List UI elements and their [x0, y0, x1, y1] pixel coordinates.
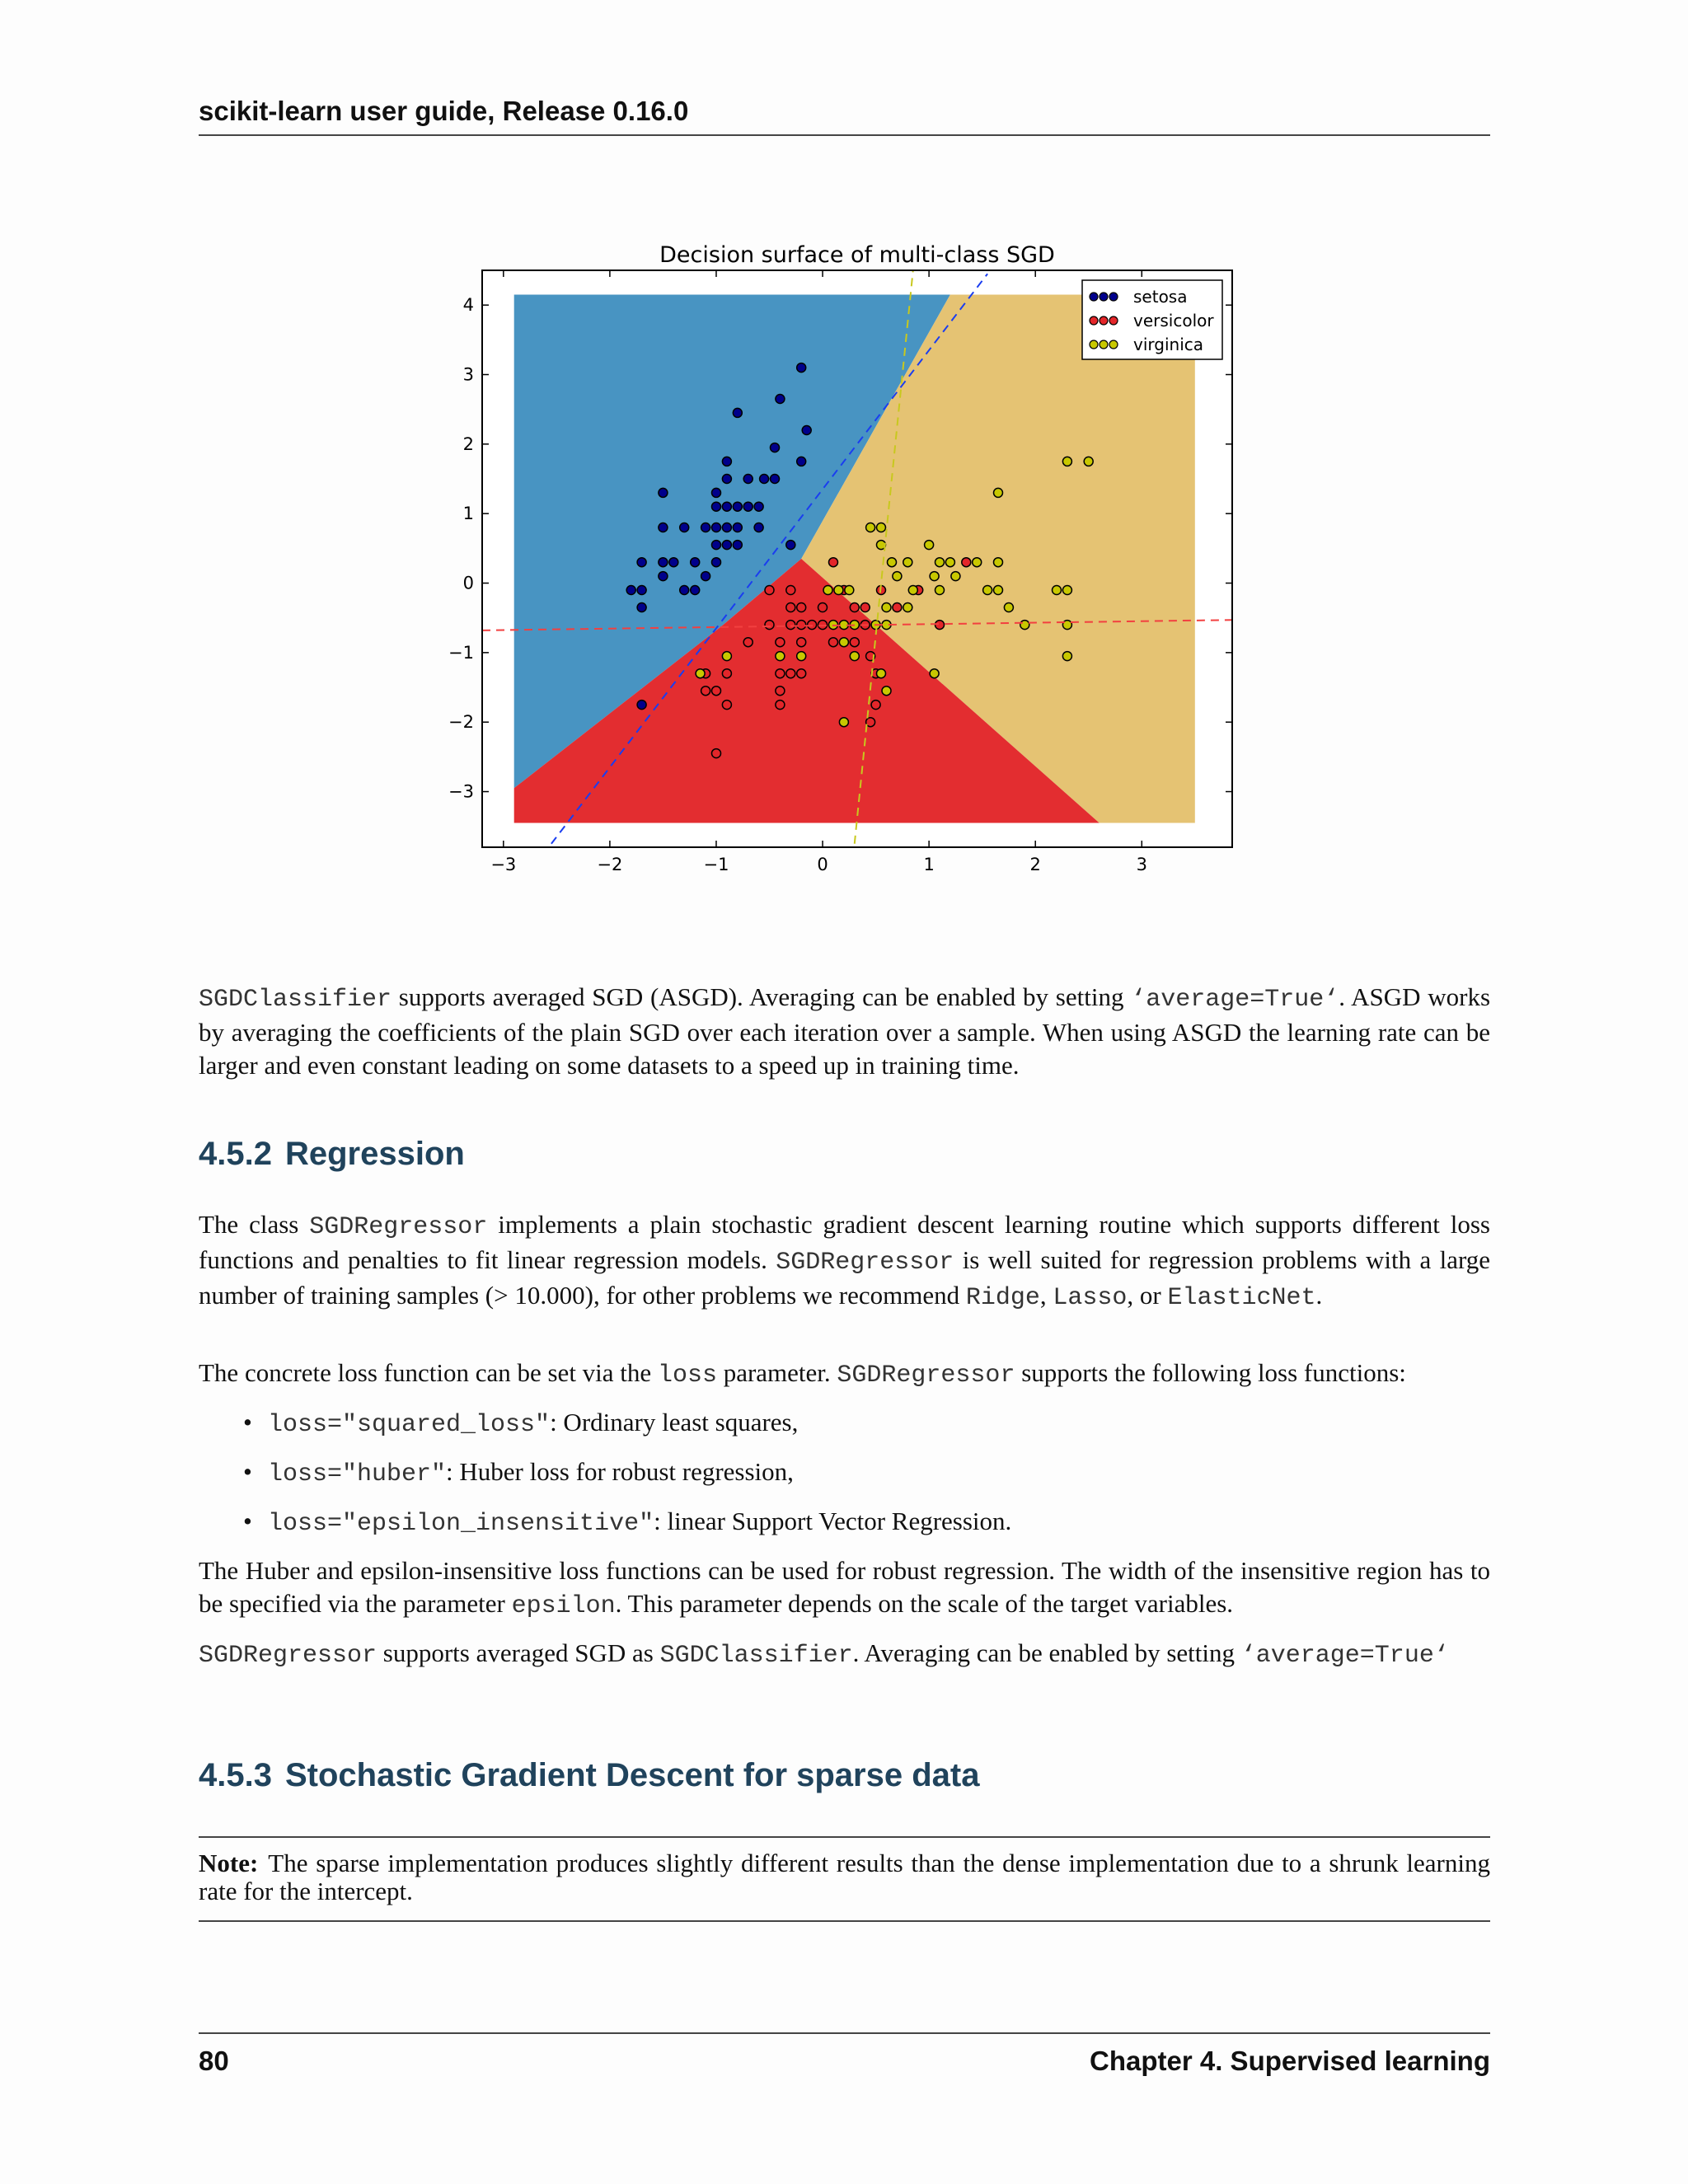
point-setosa: [691, 586, 700, 595]
point-versicolor: [860, 603, 870, 612]
point-versicolor: [776, 701, 785, 710]
legend-marker-virginica: [1090, 340, 1098, 349]
point-versicolor: [893, 603, 902, 612]
point-versicolor: [962, 558, 971, 567]
point-setosa: [691, 558, 700, 567]
point-virginica: [1020, 621, 1029, 630]
section-number: 4.5.3: [199, 1757, 272, 1793]
point-versicolor: [818, 603, 828, 612]
point-setosa: [637, 701, 646, 710]
point-versicolor: [797, 638, 806, 647]
point-versicolor: [712, 687, 721, 696]
y-tick-label: 4: [462, 295, 474, 316]
point-setosa: [754, 523, 763, 532]
point-virginica: [839, 718, 848, 727]
point-virginica: [834, 586, 843, 595]
point-virginica: [945, 558, 954, 567]
point-setosa: [797, 457, 806, 466]
point-virginica: [1084, 457, 1093, 466]
point-virginica: [994, 488, 1003, 497]
point-setosa: [659, 488, 668, 497]
code-elasticnet: ElasticNet: [1167, 1284, 1316, 1312]
point-setosa: [712, 523, 721, 532]
regression-paragraph-2: [199, 1357, 1490, 1392]
legend-marker-setosa: [1100, 293, 1108, 301]
page-number: 80: [199, 2046, 229, 2076]
point-setosa: [669, 558, 678, 567]
point-setosa: [743, 502, 753, 511]
list-item-text: : Ordinary least squares,: [550, 1408, 799, 1436]
list-item-text: : Huber loss for robust regression,: [446, 1457, 794, 1486]
point-setosa: [701, 523, 710, 532]
decision-surface-chart: [433, 231, 1257, 882]
text-span: supports averaged SGD as: [377, 1638, 660, 1667]
text-span: The concrete loss function can be set via the: [199, 1358, 658, 1387]
point-setosa: [659, 558, 668, 567]
regression-paragraph-1: [199, 1208, 1490, 1315]
chart-title: Decision surface of multi-class SGD: [659, 242, 1055, 268]
point-setosa: [637, 558, 646, 567]
x-tick-label: 1: [923, 855, 935, 874]
point-versicolor: [743, 638, 753, 647]
regression-paragraph-4: [199, 1637, 1490, 1672]
point-virginica: [1062, 586, 1071, 595]
text-span: parameter.: [716, 1358, 837, 1387]
point-setosa: [733, 502, 742, 511]
text-span: implements a plain stochastic gradient descent learning routine which supports different loss functions and penalties to fit linear regression models.: [199, 1210, 1490, 1274]
code-sgdregressor: SGDRegressor: [199, 1642, 377, 1670]
list-item: [243, 1505, 1479, 1554]
point-versicolor: [797, 603, 806, 612]
point-setosa: [722, 502, 731, 511]
point-virginica: [935, 586, 945, 595]
text-span: . Averaging can be enabled by setting: [852, 1638, 1241, 1667]
list-item-text: : linear Support Vector Regression.: [654, 1507, 1012, 1535]
code-sgdregressor: SGDRegressor: [776, 1249, 954, 1277]
point-setosa: [786, 541, 795, 550]
point-setosa: [712, 541, 721, 550]
code-sgdclassifier: SGDClassifier: [199, 986, 392, 1014]
section-title: Regression: [284, 1136, 465, 1172]
legend-marker-setosa: [1109, 293, 1118, 301]
point-virginica: [850, 652, 859, 661]
y-tick-label: 0: [462, 573, 474, 593]
x-tick-label: −3: [490, 855, 517, 874]
point-setosa: [754, 502, 763, 511]
point-setosa: [712, 558, 721, 567]
x-tick-label: 0: [817, 855, 828, 874]
point-setosa: [712, 488, 721, 497]
point-setosa: [637, 603, 646, 612]
point-versicolor: [829, 638, 838, 647]
list-item: [243, 1455, 1479, 1505]
point-virginica: [882, 603, 891, 612]
point-versicolor: [871, 701, 880, 710]
code-sgdclassifier: SGDClassifier: [659, 1642, 853, 1670]
point-virginica: [925, 541, 934, 550]
point-setosa: [722, 457, 731, 466]
point-virginica: [893, 572, 902, 581]
regression-paragraph-3: [199, 1554, 1490, 1623]
x-tick-label: 3: [1136, 855, 1147, 874]
legend-marker-versicolor: [1109, 316, 1118, 325]
text-span: supports averaged SGD (ASGD). Averaging can be enabled by setting: [392, 982, 1132, 1011]
code-ridge: Ridge: [965, 1284, 1040, 1312]
point-setosa: [680, 586, 689, 595]
bullet-icon: •: [243, 1507, 252, 1535]
text-span: supports the following loss functions:: [1015, 1358, 1406, 1387]
text-span: is well suited for regression problems with a large number of training samples (> 10.000), for other problems we recommend: [199, 1245, 1490, 1310]
point-virginica: [908, 586, 917, 595]
loss-function-list: [243, 1406, 1479, 1554]
point-virginica: [903, 558, 912, 567]
point-virginica: [1004, 603, 1013, 612]
point-virginica: [882, 687, 891, 696]
point-setosa: [771, 443, 780, 452]
bullet-icon: •: [243, 1457, 252, 1486]
y-tick-label: 3: [462, 364, 474, 385]
code-loss-value: loss="squared_loss": [268, 1411, 551, 1439]
point-virginica: [888, 558, 897, 567]
legend-label-setosa: setosa: [1133, 287, 1188, 307]
section-title: Stochastic Gradient Descent for sparse data: [284, 1757, 980, 1793]
point-versicolor: [850, 638, 859, 647]
point-setosa: [743, 475, 753, 484]
point-setosa: [776, 395, 785, 404]
note-text: The sparse implementation produces slightly different results than the dense implementation due to a shrunk learning rate for the intercept.: [199, 1849, 1490, 1905]
point-setosa: [760, 475, 769, 484]
point-virginica: [935, 558, 945, 567]
point-virginica: [1062, 457, 1071, 466]
text-span: The class: [199, 1210, 310, 1239]
point-versicolor: [850, 603, 859, 612]
point-setosa: [626, 586, 635, 595]
point-setosa: [733, 408, 742, 417]
point-setosa: [712, 502, 721, 511]
point-setosa: [659, 572, 668, 581]
point-versicolor: [765, 621, 774, 630]
section-heading-sparse: [199, 1757, 979, 1794]
point-virginica: [983, 586, 992, 595]
point-versicolor: [786, 603, 795, 612]
point-virginica: [877, 669, 886, 678]
running-header: scikit-learn user guide, Release 0.16.0: [199, 95, 1490, 136]
point-versicolor: [776, 687, 785, 696]
point-versicolor: [722, 669, 731, 678]
point-setosa: [771, 475, 780, 484]
text-span: .: [1315, 1281, 1323, 1310]
point-virginica: [797, 652, 806, 661]
point-virginica: [930, 572, 939, 581]
point-virginica: [877, 523, 886, 532]
text-span: . ASGD works by averaging the coefficients of the plain SGD over each iteration over a sample. When using ASGD the learning rate can be larger and even constant leading on some datasets to a speed up in training time.: [199, 982, 1491, 1080]
point-setosa: [722, 541, 731, 550]
code-average-true: ‘average=True‘: [1131, 986, 1339, 1014]
point-versicolor: [786, 621, 795, 630]
asgd-paragraph: [199, 981, 1490, 1082]
code-lasso: Lasso: [1053, 1284, 1128, 1312]
point-versicolor: [797, 621, 806, 630]
text-span: , or: [1127, 1281, 1168, 1310]
code-loss-value: loss="epsilon_insensitive": [268, 1510, 654, 1538]
note-box: [199, 1836, 1490, 1922]
note-label: Note:: [199, 1849, 259, 1877]
point-setosa: [802, 426, 811, 435]
point-virginica: [973, 558, 982, 567]
code-epsilon: epsilon: [511, 1592, 616, 1620]
point-virginica: [823, 586, 832, 595]
point-setosa: [733, 541, 742, 550]
point-virginica: [845, 586, 854, 595]
y-tick-label: −1: [448, 642, 474, 663]
legend-marker-virginica: [1109, 340, 1118, 349]
chapter-title: Chapter 4. Supervised learning: [1090, 2046, 1490, 2076]
point-setosa: [722, 523, 731, 532]
point-versicolor: [786, 669, 795, 678]
point-setosa: [680, 523, 689, 532]
section-number: 4.5.2: [199, 1136, 272, 1172]
point-virginica: [696, 669, 705, 678]
x-tick-label: 2: [1029, 855, 1041, 874]
decision-surface-figure: [433, 231, 1257, 882]
point-setosa: [733, 523, 742, 532]
point-versicolor: [712, 749, 721, 758]
point-versicolor: [765, 586, 774, 595]
bullet-icon: •: [243, 1408, 252, 1436]
point-setosa: [659, 523, 668, 532]
point-virginica: [1053, 586, 1062, 595]
point-virginica: [722, 652, 731, 661]
y-tick-label: 2: [462, 434, 474, 454]
point-versicolor: [776, 638, 785, 647]
y-tick-label: −3: [448, 781, 474, 802]
point-versicolor: [797, 669, 806, 678]
list-item: [243, 1406, 1479, 1455]
text-span: ,: [1039, 1281, 1053, 1310]
point-virginica: [994, 558, 1003, 567]
point-versicolor: [722, 701, 731, 710]
point-versicolor: [701, 687, 710, 696]
point-virginica: [839, 638, 848, 647]
code-sgdregressor: SGDRegressor: [309, 1213, 488, 1241]
legend-label-virginica: virginica: [1133, 335, 1203, 354]
text-span: . This parameter depends on the scale of the target variables.: [615, 1589, 1234, 1618]
point-virginica: [903, 603, 912, 612]
legend-marker-versicolor: [1090, 316, 1098, 325]
legend-marker-virginica: [1100, 340, 1108, 349]
x-tick-label: −2: [597, 855, 623, 874]
page-footer: [199, 2032, 1490, 2077]
point-setosa: [797, 363, 806, 373]
point-versicolor: [829, 558, 838, 567]
x-tick-label: −1: [703, 855, 729, 874]
section-heading-regression: [199, 1136, 465, 1173]
point-versicolor: [786, 586, 795, 595]
legend-marker-versicolor: [1100, 316, 1108, 325]
code-loss: loss: [657, 1361, 717, 1390]
y-tick-label: −2: [448, 712, 474, 733]
point-virginica: [1062, 652, 1071, 661]
y-tick-label: 1: [462, 504, 474, 524]
point-versicolor: [808, 621, 817, 630]
point-virginica: [776, 652, 785, 661]
point-setosa: [637, 586, 646, 595]
code-average-true: ‘average=True‘: [1240, 1642, 1449, 1670]
point-setosa: [701, 572, 710, 581]
point-setosa: [722, 475, 731, 484]
point-virginica: [994, 586, 1003, 595]
point-versicolor: [776, 669, 785, 678]
legend-marker-setosa: [1090, 293, 1098, 301]
code-sgdregressor: SGDRegressor: [837, 1361, 1015, 1390]
text-span: The Huber and epsilon-insensitive loss functions can be used for robust regression. The width of the insensitive region has to be specified via the parameter: [199, 1556, 1490, 1618]
point-virginica: [866, 523, 875, 532]
code-loss-value: loss="huber": [268, 1460, 447, 1488]
point-virginica: [930, 669, 939, 678]
legend-label-versicolor: versicolor: [1133, 311, 1214, 330]
point-virginica: [951, 572, 960, 581]
